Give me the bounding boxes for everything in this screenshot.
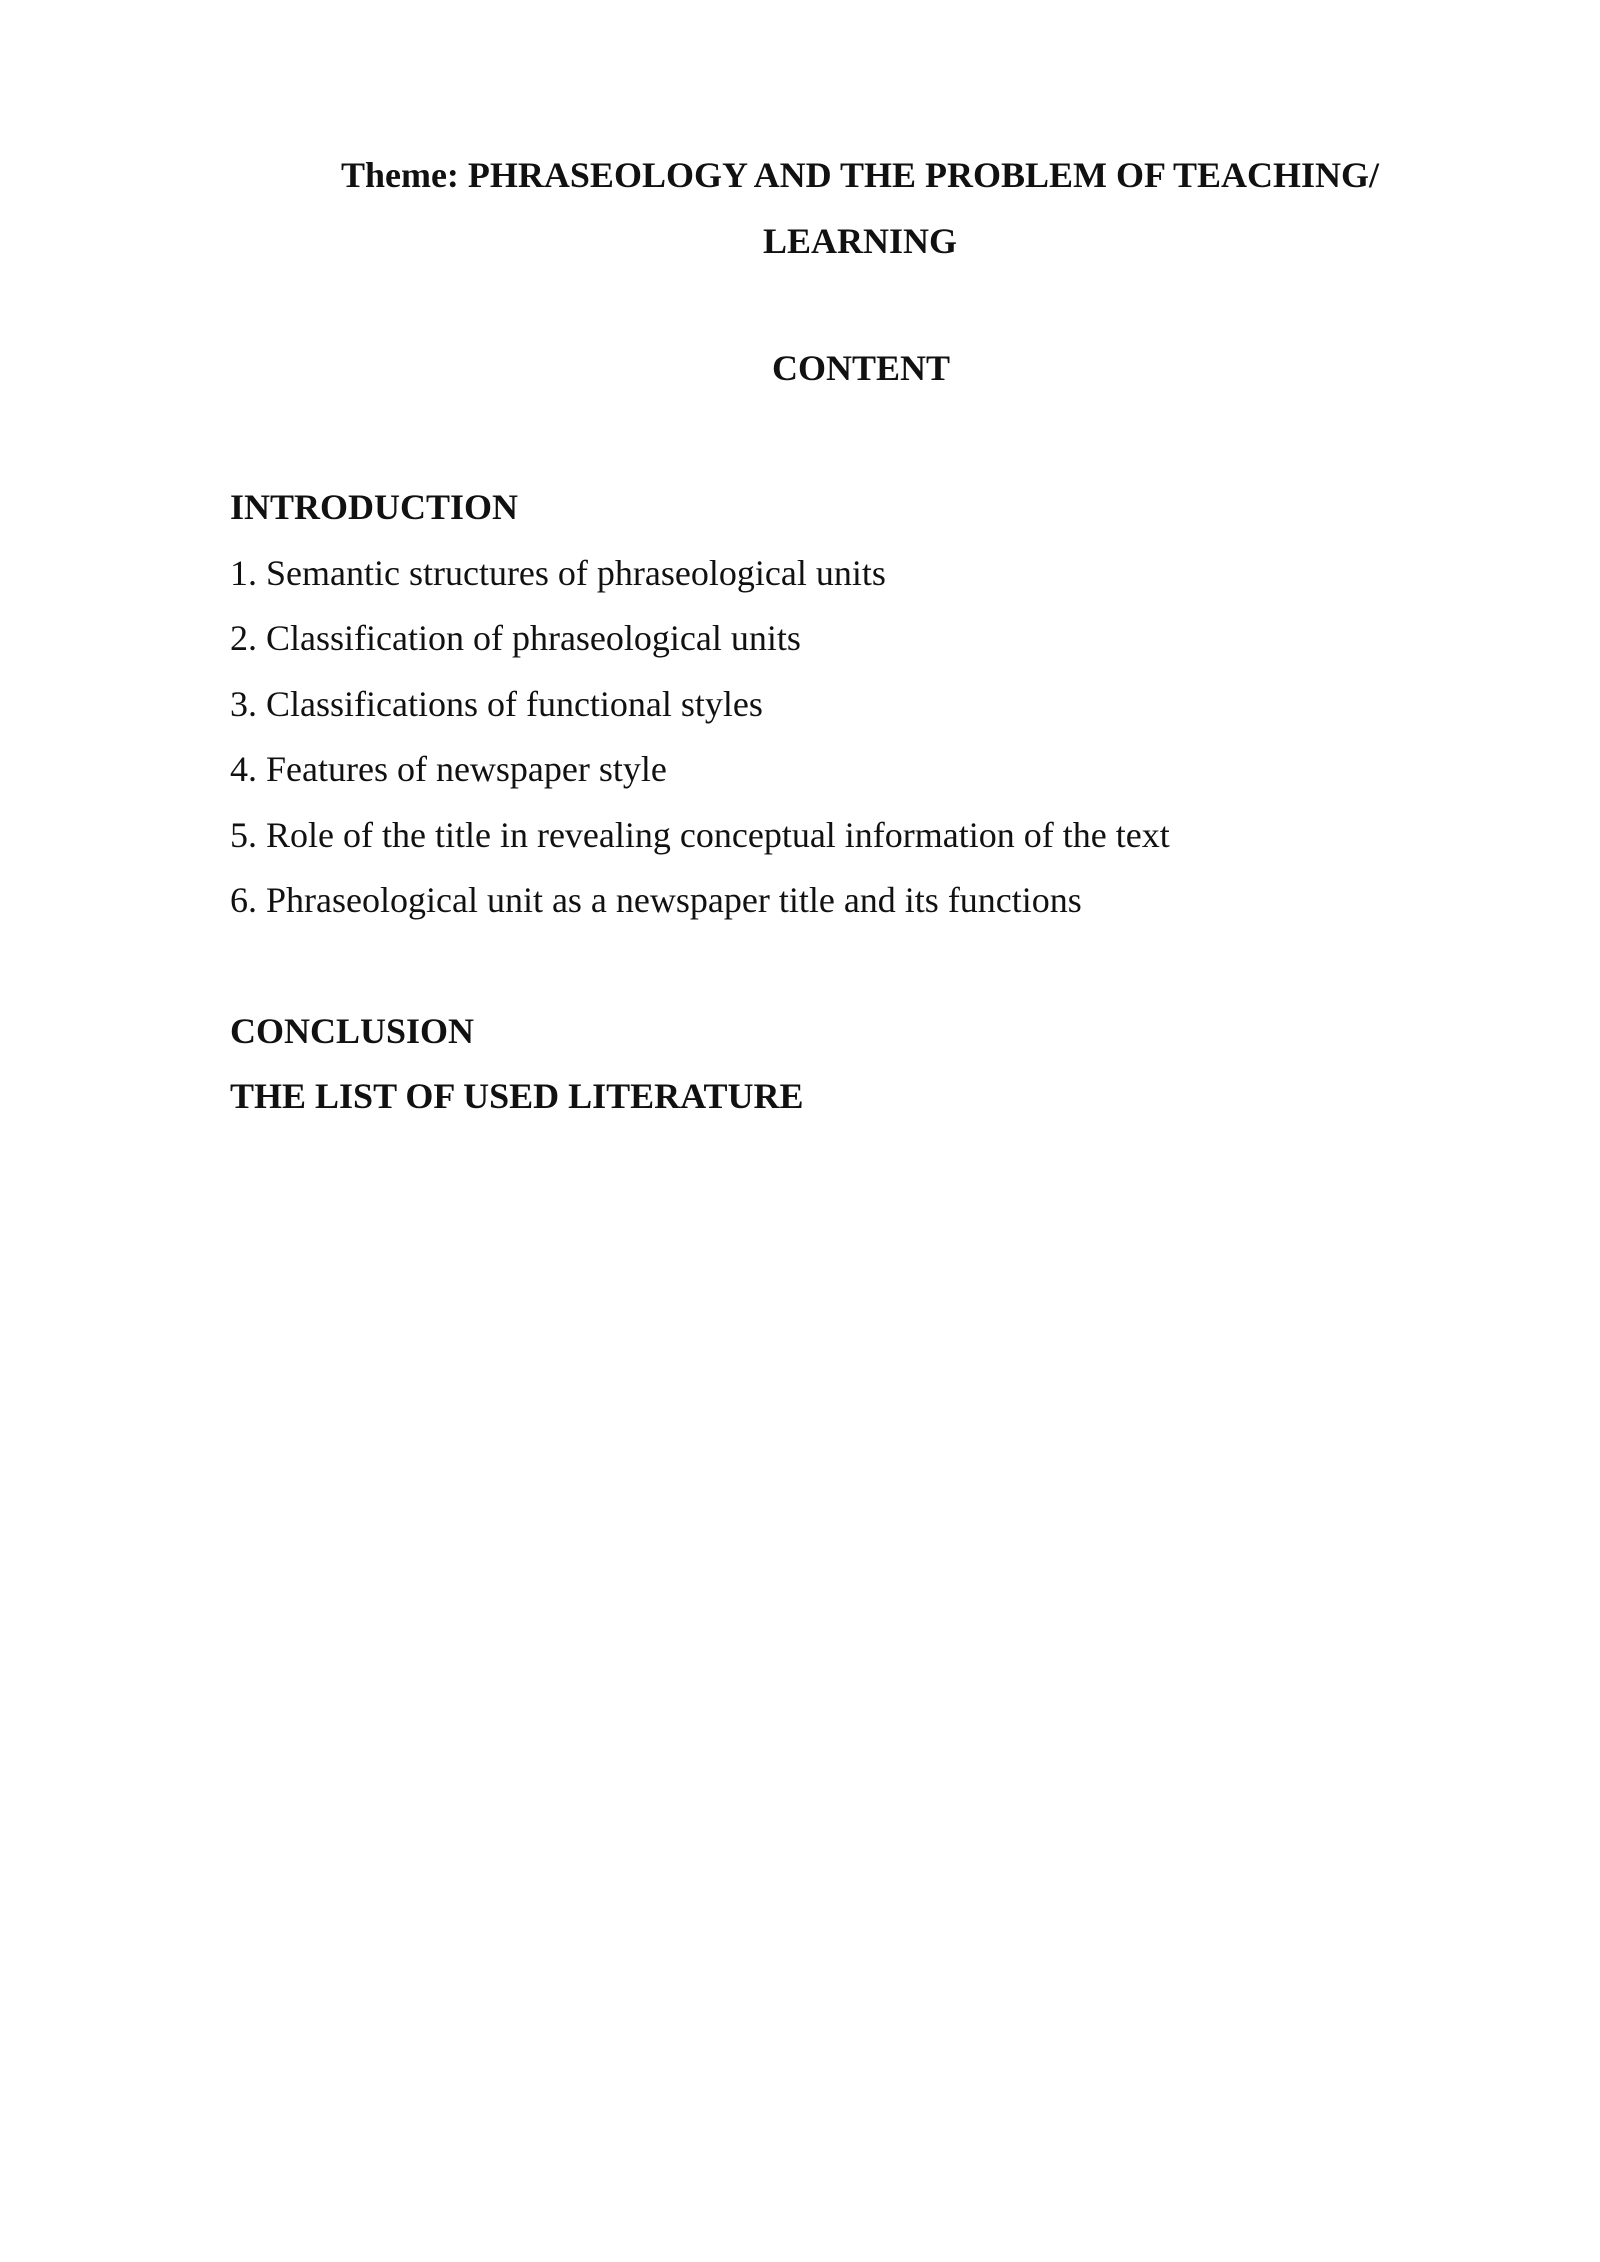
title-line-2: LEARNING: [762, 221, 958, 261]
toc-chapter-3: 3. Classifications of functional styles: [230, 683, 763, 724]
document-title: [300, 142, 1420, 274]
toc-spacer: [230, 934, 1430, 999]
table-of-contents: [230, 475, 1430, 1130]
toc-conclusion: CONCLUSION: [230, 1010, 475, 1051]
toc-literature: THE LIST OF USED LITERATURE: [230, 1076, 804, 1116]
toc-chapter-6: 6. Phraseological unit as a newspaper title and its functions: [230, 880, 1082, 920]
toc-chapter-4: 4. Features of newspaper style: [230, 749, 667, 789]
toc-chapter-5: 5. Role of the title in revealing conceptual information of the text: [230, 814, 1170, 855]
title-line-1: Theme: PHRASEOLOGY AND THE PROBLEM OF TEACHING/: [340, 155, 1380, 195]
content-heading: CONTENT: [771, 348, 951, 388]
toc-chapter-2: 2. Classification of phraseological units: [230, 618, 801, 658]
toc-chapter-1: 1. Semantic structures of phraseological units: [230, 552, 886, 593]
toc-introduction: INTRODUCTION: [230, 487, 519, 527]
